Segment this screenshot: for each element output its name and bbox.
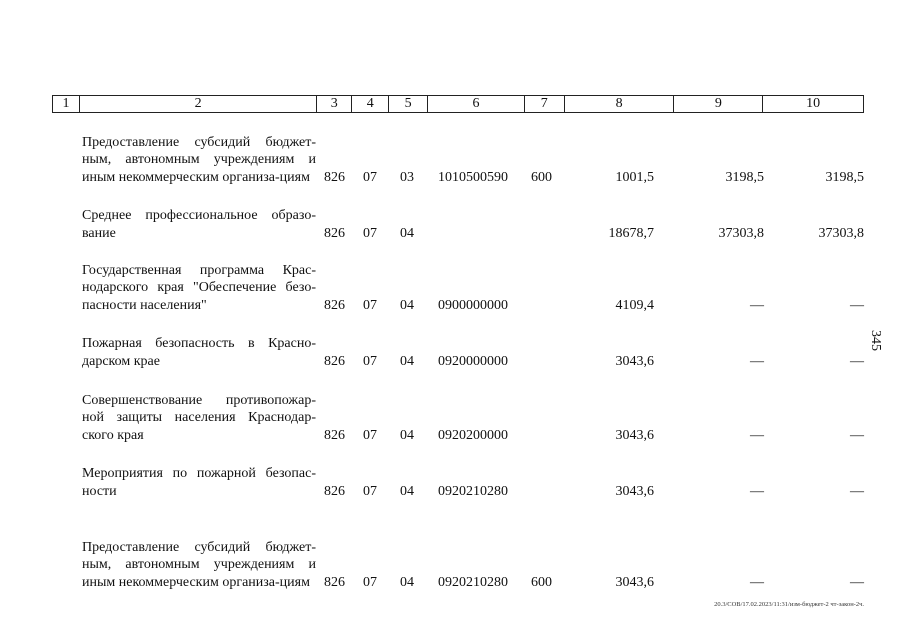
document-footer-stamp: 20.3/СОВ/17.02.2023/11:31/изм-бюджет-2 чт-закон-2ч. xyxy=(714,601,864,608)
cell-amount-col8: 1001,5 xyxy=(615,169,654,185)
header-col-6: 6 xyxy=(428,96,525,112)
header-col-8: 8 xyxy=(565,96,675,112)
cell-target-article: 0920200000 xyxy=(438,427,508,443)
cell-ministry-code: 826 xyxy=(324,169,345,185)
cell-ministry-code: 826 xyxy=(324,483,345,499)
cell-amount-col8: 3043,6 xyxy=(615,574,654,590)
page-number: 345 xyxy=(868,330,883,351)
header-col-5: 5 xyxy=(389,96,428,112)
cell-section-code: 07 xyxy=(363,427,377,443)
header-col-3: 3 xyxy=(317,96,352,112)
cell-target-article: 1010500590 xyxy=(438,169,508,185)
table-row xyxy=(52,410,864,500)
header-col-10: 10 xyxy=(806,96,821,111)
cell-amount-col8: 3043,6 xyxy=(615,353,654,369)
cell-amount-col9: 3198,5 xyxy=(725,169,764,185)
cell-target-article: 0900000000 xyxy=(438,297,508,313)
cell-expense-type: 600 xyxy=(531,574,552,590)
cell-amount-col9: 37303,8 xyxy=(718,225,764,241)
cell-target-article: 0920000000 xyxy=(438,353,508,369)
cell-subsection-code: 04 xyxy=(400,225,414,241)
row-description: Предоставление субсидий бюджет-ным, автономным учреждениям и иным некоммерческим организа-циям xyxy=(82,134,316,185)
header-col-1: 1 xyxy=(53,96,80,112)
row-description: Пожарная безопасность в Красно-дарском крае xyxy=(82,336,316,369)
row-description: Мероприятия по пожарной безопас-ности xyxy=(82,466,316,499)
cell-amount-col10: — xyxy=(850,353,864,369)
cell-target-article: 0920210280 xyxy=(438,574,508,590)
cell-ministry-code: 826 xyxy=(324,225,345,241)
cell-subsection-code: 04 xyxy=(400,353,414,369)
header-col-2: 2 xyxy=(80,96,317,112)
cell-ministry-code: 826 xyxy=(324,427,345,443)
cell-section-code: 07 xyxy=(363,353,377,369)
header-col-9: 9 xyxy=(674,96,763,112)
cell-amount-col10: — xyxy=(850,297,864,313)
header-col-7: 7 xyxy=(525,96,565,112)
cell-subsection-code: 04 xyxy=(400,427,414,443)
cell-amount-col10: — xyxy=(850,427,864,443)
header-col-4: 4 xyxy=(352,96,389,112)
cell-amount-col8: 4109,4 xyxy=(615,297,654,313)
cell-section-code: 07 xyxy=(363,483,377,499)
cell-expense-type: 600 xyxy=(531,169,552,185)
cell-amount-col10: 3198,5 xyxy=(825,169,864,185)
row-description: Государственная программа Крас-нодарского края "Обеспечение безо-пасности населения" xyxy=(82,262,316,313)
cell-amount-col8: 3043,6 xyxy=(615,483,654,499)
row-description: Совершенствование противопожар-ной защиты населения Краснодар-ского края xyxy=(82,392,316,443)
cell-section-code: 07 xyxy=(363,574,377,590)
row-description: Среднее профессиональное образо-вание xyxy=(82,208,316,241)
cell-amount-col9: — xyxy=(750,483,764,499)
table-row xyxy=(52,501,864,591)
cell-amount-col9: — xyxy=(750,427,764,443)
cell-section-code: 07 xyxy=(363,297,377,313)
cell-amount-col9: — xyxy=(750,353,764,369)
cell-subsection-code: 03 xyxy=(400,169,414,185)
cell-amount-col10: — xyxy=(850,574,864,590)
row-description: Предоставление субсидий бюджет-ным, автономным учреждениям и иным некоммерческим организа-циям xyxy=(82,539,316,590)
cell-subsection-code: 04 xyxy=(400,574,414,590)
cell-ministry-code: 826 xyxy=(324,297,345,313)
cell-amount-col10: — xyxy=(850,483,864,499)
cell-subsection-code: 04 xyxy=(400,297,414,313)
cell-section-code: 07 xyxy=(363,225,377,241)
cell-subsection-code: 04 xyxy=(400,483,414,499)
cell-target-article: 0920210280 xyxy=(438,483,508,499)
cell-amount-col9: — xyxy=(750,574,764,590)
cell-amount-col8: 18678,7 xyxy=(608,225,654,241)
cell-section-code: 07 xyxy=(363,169,377,185)
cell-amount-col8: 3043,6 xyxy=(615,427,654,443)
cell-ministry-code: 826 xyxy=(324,574,345,590)
cell-ministry-code: 826 xyxy=(324,353,345,369)
cell-amount-col9: — xyxy=(750,297,764,313)
cell-amount-col10: 37303,8 xyxy=(818,225,864,241)
